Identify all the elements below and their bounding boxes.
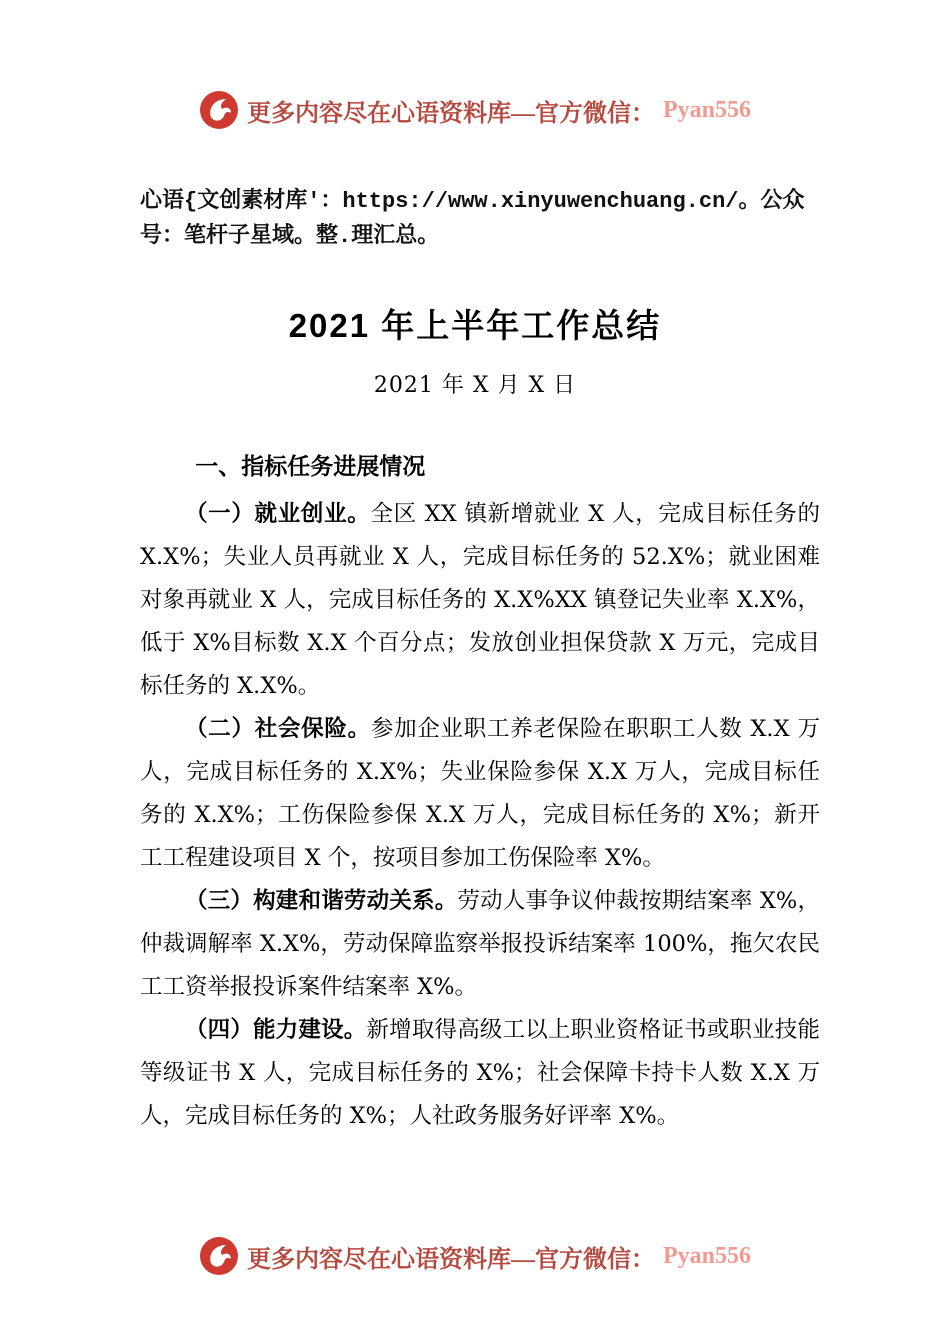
- header-watermark: [0, 90, 950, 130]
- paragraph-labor-relations: [140, 880, 820, 1009]
- document-body: [140, 448, 820, 1138]
- watermark-text: 更多内容尽在心语资料库—官方微信：: [246, 100, 655, 127]
- paragraph-lead: （四）能力建设。: [185, 1017, 367, 1043]
- paragraph-text: 新增取得高级工以上职业资格证书或职业技能等级证书 X 人，完成目标任务的 X%；社会保障卡持卡人数 X.X 万人，完成目标任务的 X%；人社政务服务好评率 X%。: [140, 1017, 820, 1129]
- wechat-id: Pyan556: [662, 1242, 751, 1269]
- paragraph-text: 参加企业职工养老保险在职职工人数 X.X 万人，完成目标任务的 X.X%；失业保险参保 X.X 万人，完成目标任务的 X.X%；工伤保险参保 X.X 万人，完成目标任务的 X%；新开工工程建设项目 X 个，按项目参加工伤保险率 X%。: [140, 716, 820, 871]
- xinyu-logo-icon: [199, 1236, 239, 1276]
- section-heading: 一、指标任务进展情况: [195, 453, 426, 479]
- paragraph-lead: （二）社会保险。: [185, 716, 371, 742]
- wechat-id: Pyan556: [662, 96, 751, 123]
- paragraph-text: 全区 XX 镇新增就业 X 人，完成目标任务的 X.X%；失业人员再就业 X 人，完成目标任务的 52.X%；就业困难对象再就业 X 人，完成目标任务的 X.X%XX 镇登记失业率 X.X%，低于 X%目标数 X.X 个百分点；发放创业担保贷款 X 万元，完成目标任务的 X.X%。: [140, 501, 820, 699]
- document-title: 2021 年上半年工作总结: [288, 307, 662, 344]
- paragraph-lead: （一）就业创业。: [185, 501, 371, 527]
- footer-watermark: [0, 1236, 950, 1276]
- watermark-text: 更多内容尽在心语资料库—官方微信：: [246, 1246, 655, 1273]
- paragraph-social-insurance: [140, 708, 820, 880]
- paragraph-employment: [140, 493, 820, 708]
- paragraph-capacity-building: [140, 1009, 820, 1138]
- date-line: 2021 年 X 月 X 日: [373, 373, 577, 398]
- paragraph-text: 劳动人事争议仲裁按期结案率 X%，仲裁调解率 X.X%，劳动保障监察举报投诉结案率 100%，拖欠农民工工资举报投诉案件结案率 X%。: [140, 888, 820, 1000]
- paragraph-lead: （三）构建和谐劳动关系。: [185, 888, 458, 914]
- xinyu-logo-icon: [199, 90, 239, 130]
- source-note: 心语{文创素材库'：https://www.xinyuwenchuang.cn/。公众号：笔杆子星域。整.理汇总。: [140, 189, 805, 249]
